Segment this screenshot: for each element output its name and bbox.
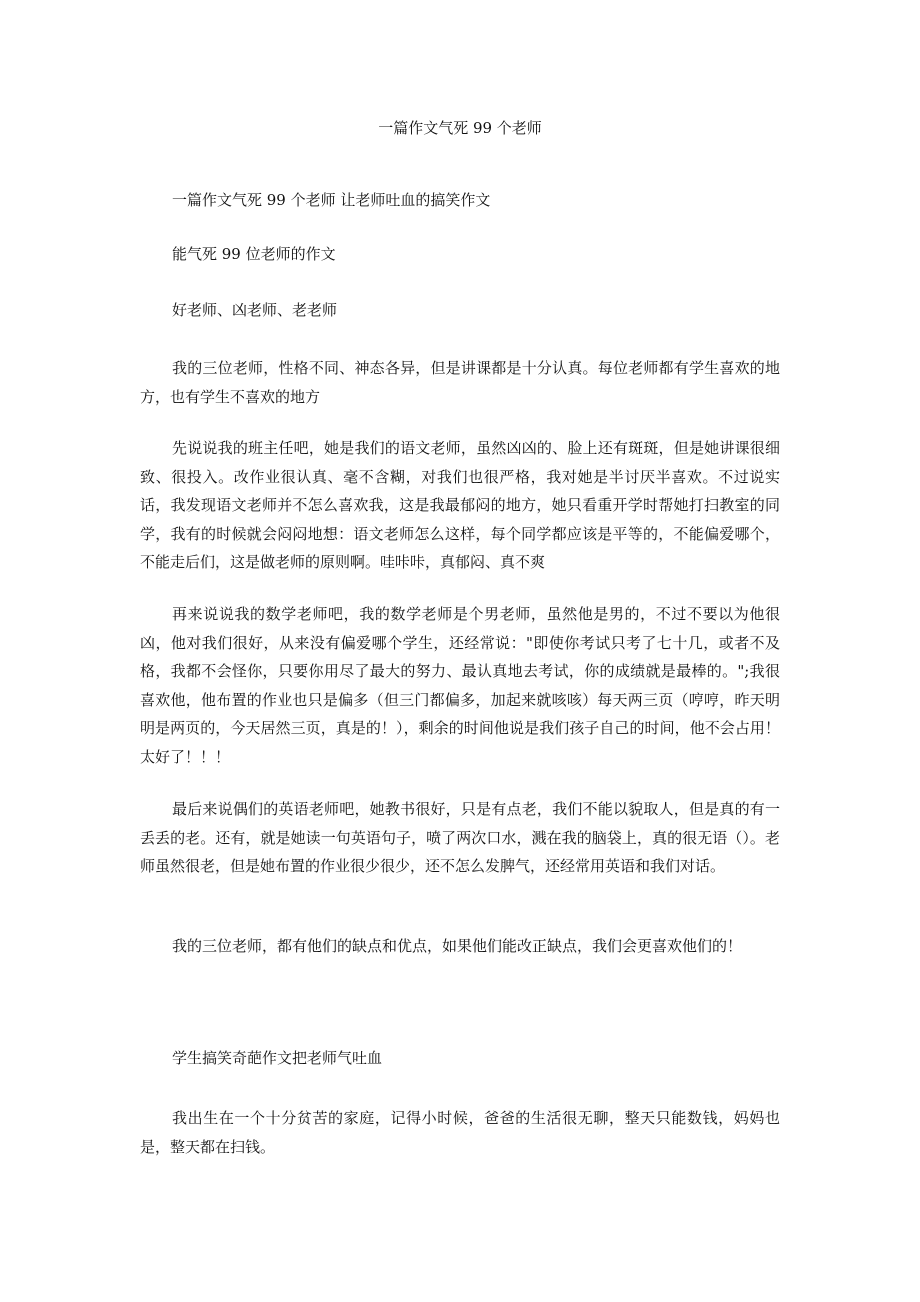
essay1-paragraph: 我的三位老师，都有他们的缺点和优点，如果他们能改正缺点，我们会更喜欢他们的！ <box>172 937 743 955</box>
essay1-paragraph: 再来说说我的数学老师吧，我的数学老师是个男老师，虽然他是男的，不过不要以为他很凶，他对我们很好，从来没有偏爱哪个学生，还经常说："即使你考试只考了七十几，或者不及格，我都不会怪你，只要你用尽了最大的努力、最认真地去考试，你的成绩就是最棒的。";我很喜欢他，他布置的作业也只是偏多（但三门都偏多，加起来就咳咳）每天两三页（哼哼，昨天明明是两页的，今天居然三页，真是的！），剩余的时间他说是我们孩子自己的时间，他不会占用！太好了！！！ <box>140 605 780 766</box>
essay1-title: 好老师、凶老师、老老师 <box>172 301 338 319</box>
essay1-paragraph: 我的三位老师，性格不同、神态各异，但是讲课都是十分认真。每位老师都有学生喜欢的地方，也有学生不喜欢的地方 <box>140 359 780 406</box>
essay1-paragraph: 最后来说偶们的英语老师吧，她教书很好，只是有点老，我们不能以貌取人，但是真的有一丢丢的老。还有，就是她读一句英语句子，喷了两次口水，溅在我的脑袋上，真的很无语（）。老师虽然很老，但是她布置的作业很少很少，还不怎么发脾气，还经常用英语和我们对话。 <box>140 800 780 876</box>
essay1-paragraph: 先说说我的班主任吧，她是我们的语文老师，虽然凶凶的、脸上还有斑斑，但是她讲课很细致、很投入。改作业很认真、毫不含糊，对我们也很严格，我对她是半讨厌半喜欢。不过说实话，我发现语文老师并不怎么喜欢我，这是我最郁闷的地方，她只看重开学时帮她打扫教室的同学，我有的时候就会闷闷地想：语文老师怎么这样，每个同学都应该是平等的，不能偏爱哪个，不能走后们，这是做老师的原则啊。哇咔咔，真郁闷、真不爽 <box>140 439 780 572</box>
essay1-heading: 能气死 99 位老师的作文 <box>172 245 336 263</box>
document-subtitle: 一篇作文气死 99 个老师 让老师吐血的搞笑作文 <box>172 191 491 209</box>
essay2-paragraph: 我出生在一个十分贫苦的家庭，记得小时候，爸爸的生活很无聊，整天只能数钱，妈妈也是，整天都在扫钱。 <box>140 1109 780 1156</box>
essay2-title: 学生搞笑奇葩作文把老师气吐血 <box>172 1049 383 1067</box>
document-title: 一篇作文气死 99 个老师 <box>378 119 542 137</box>
